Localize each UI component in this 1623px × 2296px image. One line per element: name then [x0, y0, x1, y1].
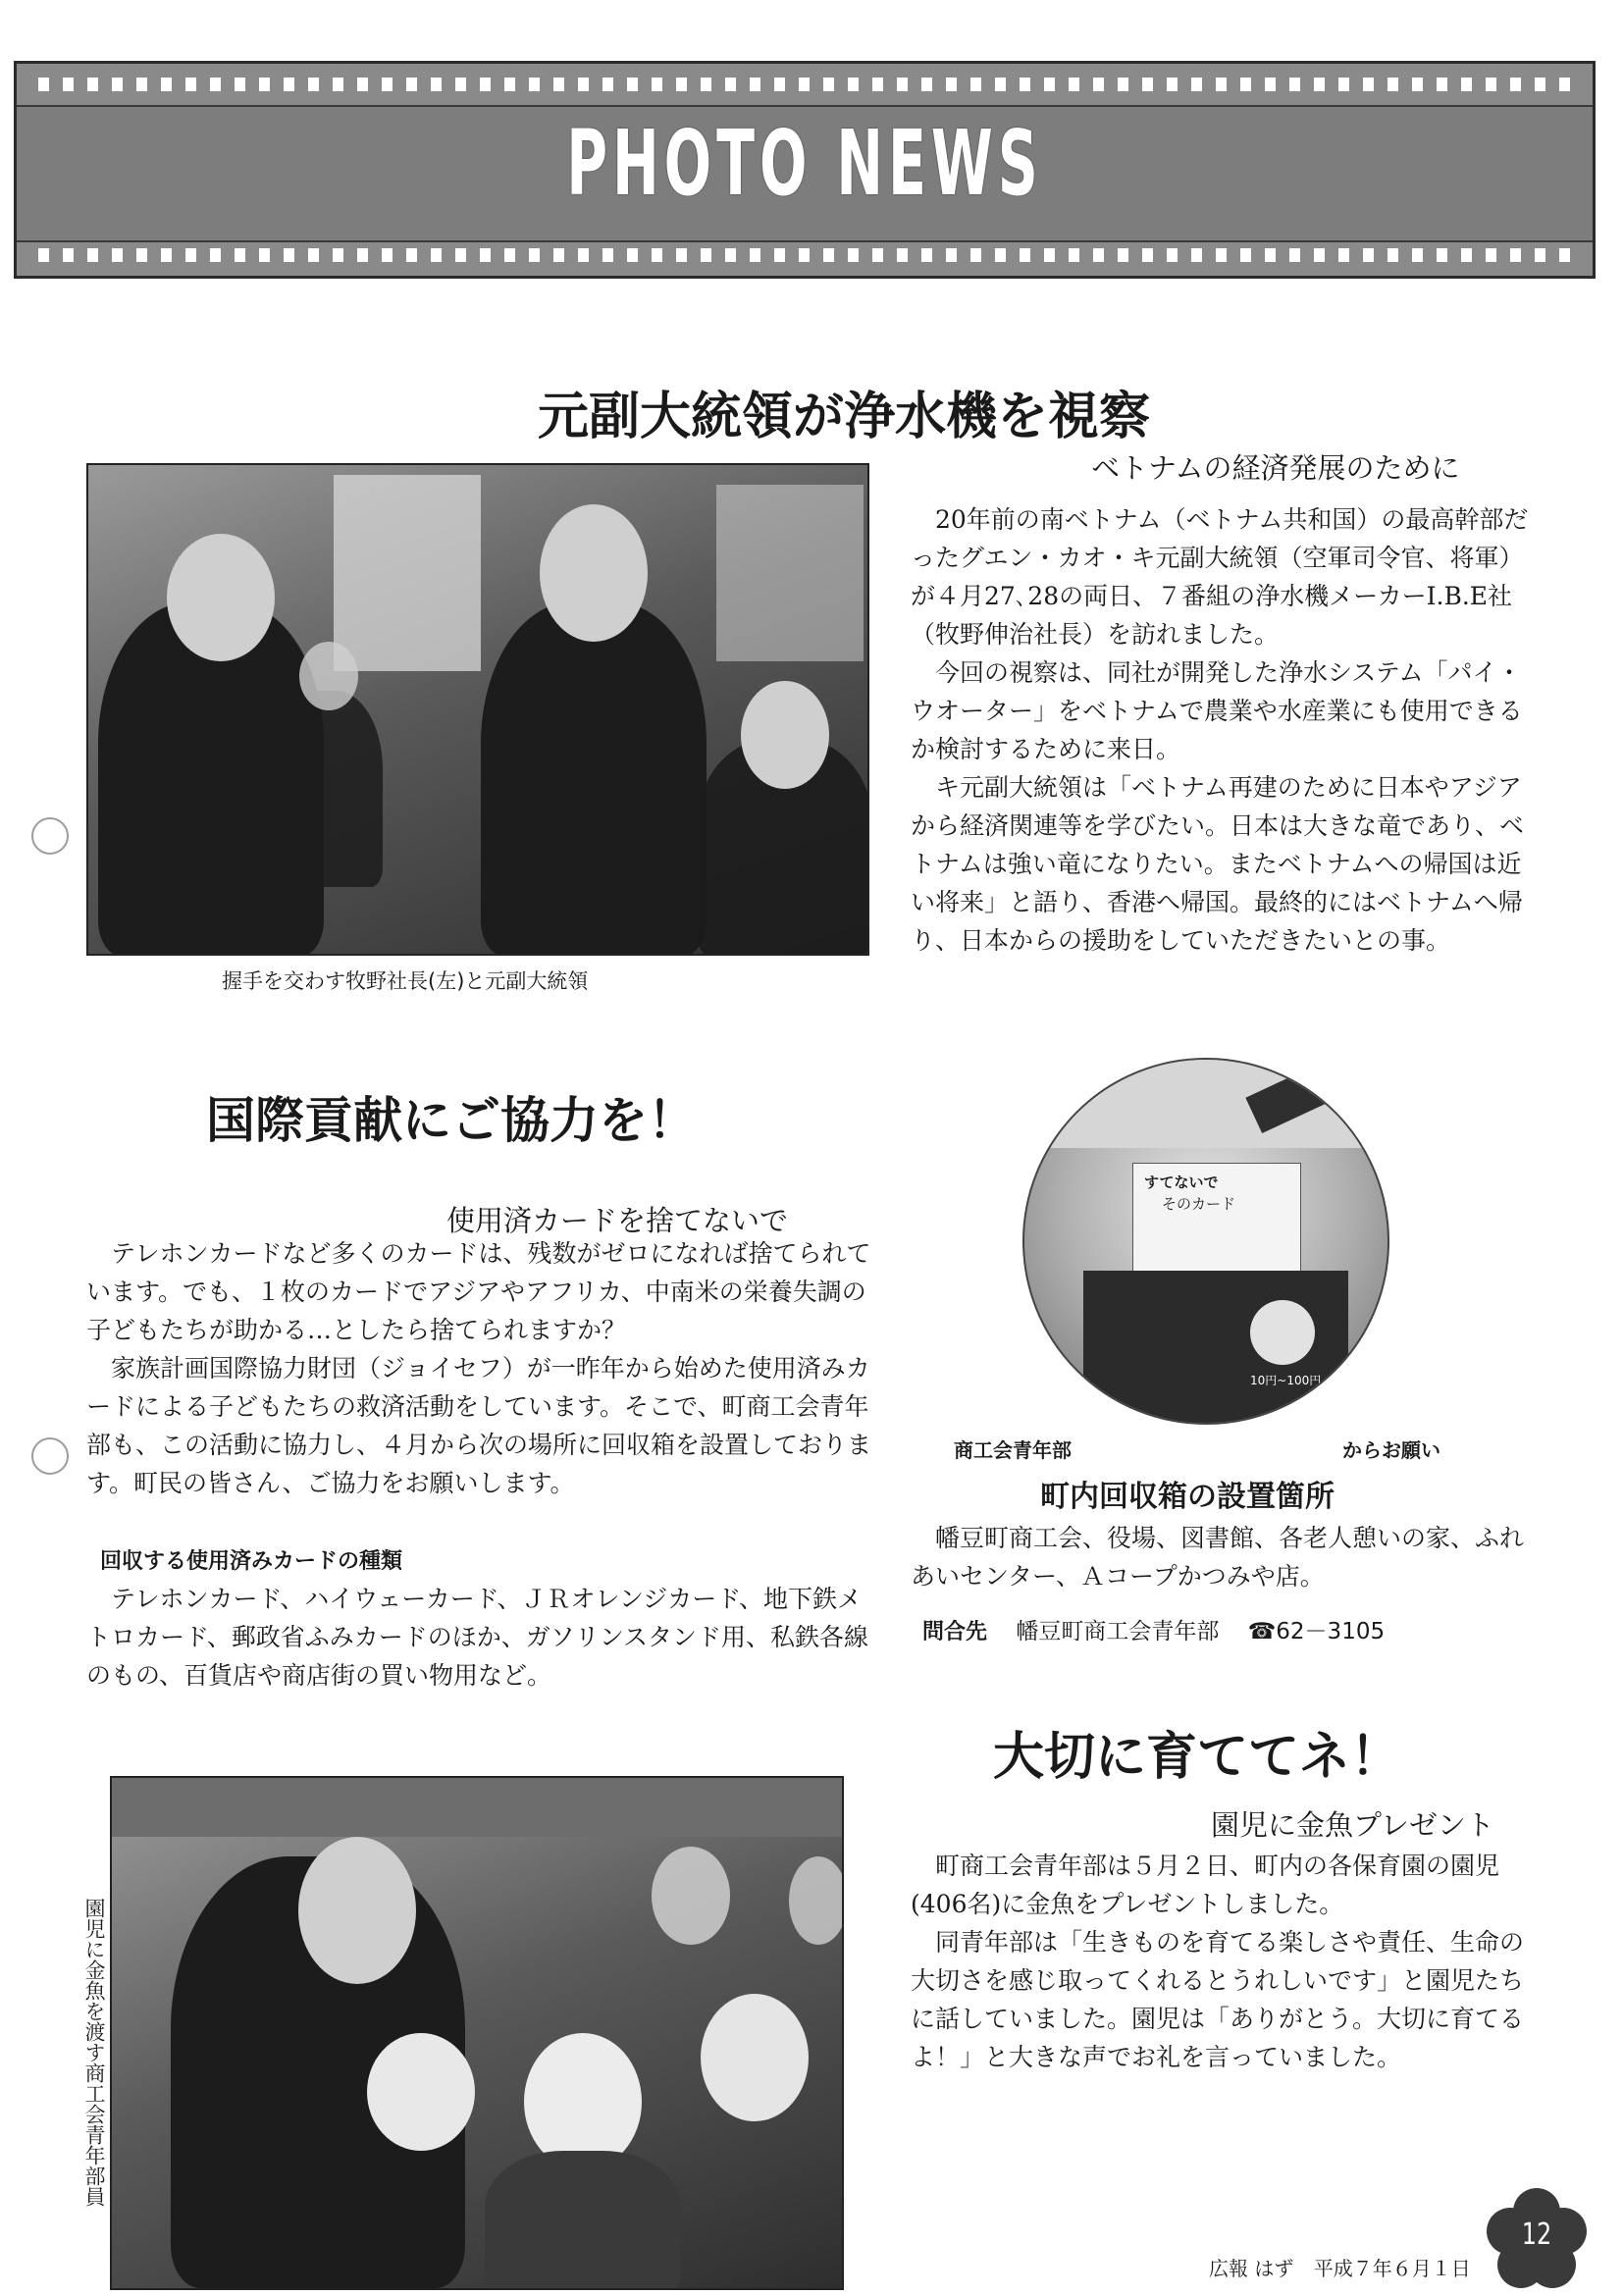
- photo-news-banner: [14, 61, 1596, 279]
- article1-paragraph: 20年前の南ベトナム（ベトナム共和国）の最高幹部だったグエン・カオ・キ元副大統領（空軍司令官、将軍）が４月27､28の両日、７番組の浄水機メーカーI.B.E社（牧野伸治社長）を訪れました。: [911, 505, 1529, 649]
- locations-body: [911, 1519, 1529, 1595]
- article1-paragraph: キ元副大統領は「ベトナム再建のために日本やアジアから経済関連等を学びたい。日本は大きな竜であり、ベトナムは強い竜になりたい。またベトナムへの帰国は近い将来」と語り、香港へ帰国。最終的にはベトナムへ帰り、日本からの援助をしていただきたいとの事。: [911, 773, 1525, 955]
- card-types-text: テレホンカード、ハイウェーカード、ＪＲオレンジカード、地下鉄メトロカード、郵政省ふみカードのほか、ガソリンスタンド用、私鉄各線のもの、百貨店や商店街の買い物用など。: [86, 1585, 869, 1690]
- handshake-photo: [86, 463, 869, 956]
- article2-subhead: 使用済カードを捨てないで: [446, 1204, 789, 1237]
- box-sign-line2: そのカード: [1162, 1195, 1236, 1213]
- article2-paragraph: 家族計画国際協力財団（ジョイセフ）が一昨年から始めた使用済みカードによる子どもたちの救済活動をしています。そこで、町商工会青年部も、この活動に協力し、４月から次の場所に回収箱を設置しております。町民の皆さん、ご協力をお願いします。: [86, 1354, 872, 1497]
- contact-line: [922, 1613, 1385, 1645]
- footer-publication: 広報 はず: [1209, 2257, 1294, 2280]
- page-number-badge: [1484, 2186, 1590, 2292]
- article3-paragraph: 同青年部は「生きものを育てる楽しさや責任、生命の大切さを感じ取ってくれるとうれしいです」と園児たちに話していました。園児は「ありがとう。大切に育てるよ！」と大きな声でお礼を言っていました。: [911, 1928, 1525, 2071]
- collection-box-photo: [1022, 1058, 1389, 1425]
- circle-caption-left: 商工会青年部: [954, 1438, 1072, 1462]
- article3-subhead: 園児に金魚プレゼント: [1211, 1808, 1494, 1842]
- film-perforation-top: [38, 78, 1571, 91]
- footer: [1209, 2253, 1471, 2281]
- film-perforation-bottom: [38, 248, 1571, 262]
- article2-paragraph: テレホンカードなど多くのカードは、残数がゼロになれば捨てられています。でも、１枚のカードでアジアやアフリカ、中南米の栄養失調の子どもたちが助かる…としたら捨てられますか？: [86, 1239, 871, 1344]
- card-types-title: 回収する使用済みカードの種類: [100, 1549, 403, 1574]
- card-types-body: [86, 1580, 871, 1695]
- article3-headline: 大切に育ててネ！: [993, 1728, 1402, 1787]
- goldfish-photo: [110, 1776, 844, 2290]
- handshake-photo-caption: 握手を交わす牧野社長(左)と元副大統領: [222, 969, 589, 993]
- banner-title: PHOTO NEWS: [566, 111, 1043, 216]
- page-number: 12: [1521, 2218, 1552, 2252]
- binder-hole: [31, 1437, 69, 1475]
- contact-label: 問合先: [922, 1620, 988, 1644]
- box-sign-line1: すてないで: [1144, 1174, 1219, 1191]
- article1-paragraph: 今回の視察は、同社が開発した浄水システム「パイ・ウオーター」をベトナムで農業や水産業にも使用できるか検討するために来日。: [911, 658, 1523, 763]
- article3-body: [911, 1847, 1529, 2076]
- box-price-label: 10円~100円: [1250, 1374, 1322, 1387]
- binder-hole: [31, 817, 69, 855]
- article1-subhead: ベトナムの経済発展のために: [1091, 451, 1460, 485]
- article1-headline: 元副大統領が浄水機を視察: [538, 388, 1151, 446]
- contact-org: 幡豆町商工会青年部: [1016, 1619, 1220, 1644]
- circle-caption-right: からお願い: [1342, 1438, 1440, 1462]
- article3-paragraph: 町商工会青年部は５月２日、町内の各保育園の園児(406名)に金魚をプレゼントしました。: [911, 1852, 1500, 1918]
- article2-body: [86, 1234, 871, 1502]
- locations-title: 町内回収箱の設置箇所: [1040, 1480, 1335, 1514]
- footer-date: 平成７年６月１日: [1313, 2257, 1471, 2280]
- locations-text: 幡豆町商工会、役場、図書館、各老人憩いの家、ふれあいセンター、Ａコープかつみや店。: [911, 1524, 1525, 1591]
- goldfish-photo-caption: 園児に金魚を渡す商工会青年部員: [82, 1898, 106, 2207]
- contact-phone: ☎62－3105: [1247, 1619, 1386, 1644]
- article1-body: [911, 500, 1529, 960]
- article2-headline: 国際貢献にご協力を！: [206, 1092, 697, 1149]
